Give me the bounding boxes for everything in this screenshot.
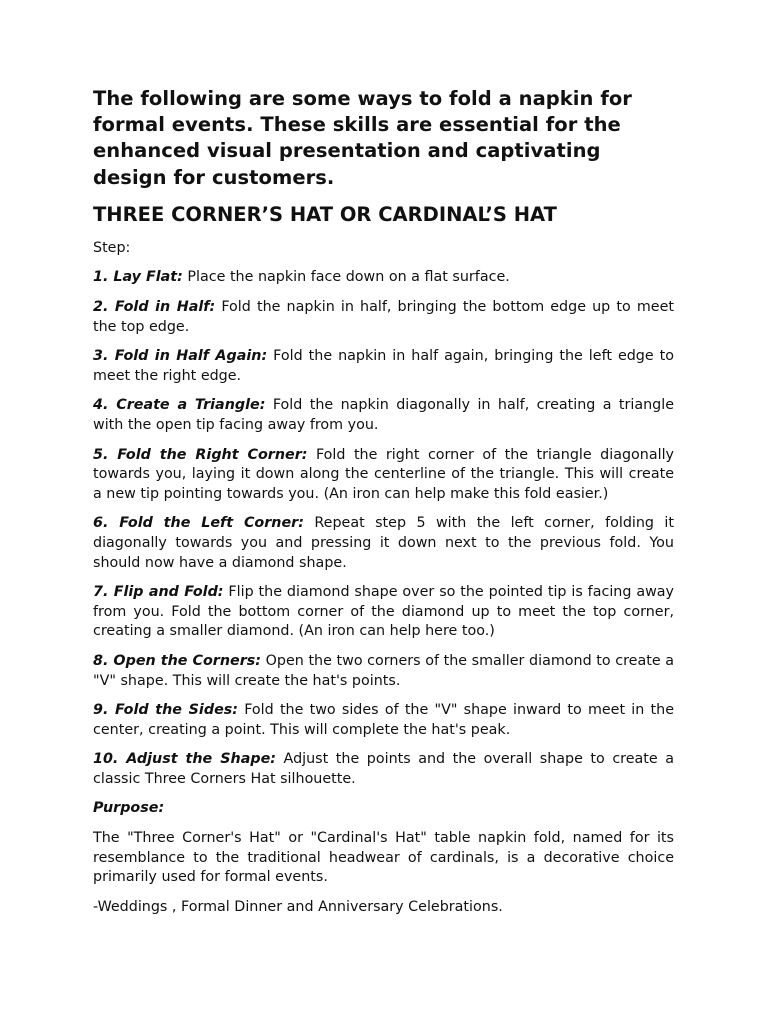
step-title: 1. Lay Flat: [93, 269, 183, 286]
section-heading: THREE CORNER’S HAT OR CARDINAL’S HAT [93, 202, 557, 226]
step-item [93, 347, 674, 386]
purpose-paragraph: The "Three Corner's Hat" or "Cardinal's Hat" table napkin fold, named for its resemblance to the traditional headwear of cardinals, is a decorative choice primarily used for formal events. [93, 830, 674, 886]
step-title: 10. Adjust the Shape: [93, 751, 276, 768]
step-item [93, 652, 674, 691]
step-title: 4. Create a Triangle: [93, 397, 266, 414]
step-title: 3. Fold in Half Again: [93, 348, 268, 365]
step-text: Place the napkin face down on a flat surface. [187, 269, 510, 286]
step-title: 6. Fold the Left Corner: [93, 515, 304, 532]
step-item [93, 701, 674, 740]
step-text: Fold the napkin in half, bringing the bottom edge up to meet the top edge. [93, 299, 674, 335]
step-title: 7. Flip and Fold: [93, 584, 224, 601]
step-text: Fold the napkin in half again, bringing the left edge to meet the right edge. [93, 348, 675, 384]
step-item [93, 750, 674, 789]
step-label: Step: [93, 239, 131, 256]
step-text: Open the two corners of the smaller diamond to create a "V" shape. This will create the hat's points. [93, 652, 675, 689]
step-title: 2. Fold in Half: [93, 299, 216, 315]
step-item [93, 514, 674, 573]
steps-list [93, 268, 674, 789]
step-title: 8. Open the Corners: [93, 652, 262, 669]
step-item [93, 583, 674, 642]
step-item [93, 446, 674, 505]
step-item [93, 268, 674, 288]
step-title: 9. Fold the Sides: [93, 702, 238, 719]
step-item [93, 396, 674, 435]
document-page [93, 86, 674, 917]
step-text: Fold the napkin diagonally in half, creating a triangle with the open tip facing away from you. [93, 397, 675, 433]
step-text: Flip the diamond shape over so the pointed tip is facing away from you. Fold the bottom corner of the diamond up to meet the top corner, creating a smaller diamond. (An iron can help here too.) [93, 584, 674, 640]
step-text: Repeat step 5 with the left corner, folding it diagonally towards you and pressing it down next to the previous fold. You should now have a diamond shape. [93, 515, 674, 571]
purpose-title: Purpose: [93, 800, 165, 817]
step-text: Fold the two sides of the "V" shape inward to meet in the center, creating a point. This will complete the hat's peak. [93, 702, 674, 738]
step-item [93, 298, 674, 337]
step-text: Fold the right corner of the triangle diagonally towards you, laying it down along the centerline of the triangle. This will create a new tip pointing towards you. (An iron can help make this fold easier.) [93, 446, 675, 502]
step-text: Adjust the points and the overall shape to create a classic Three Corners Hat silhouette. [93, 751, 675, 787]
intro-paragraph: The following are some ways to fold a napkin for formal events. These skills are essential for the enhanced visual presentation and captivating design for customers. [93, 87, 632, 189]
step-title: 5. Fold the Right Corner: [93, 446, 308, 463]
events-line: -Weddings , Formal Dinner and Anniversary Celebrations. [93, 898, 503, 915]
